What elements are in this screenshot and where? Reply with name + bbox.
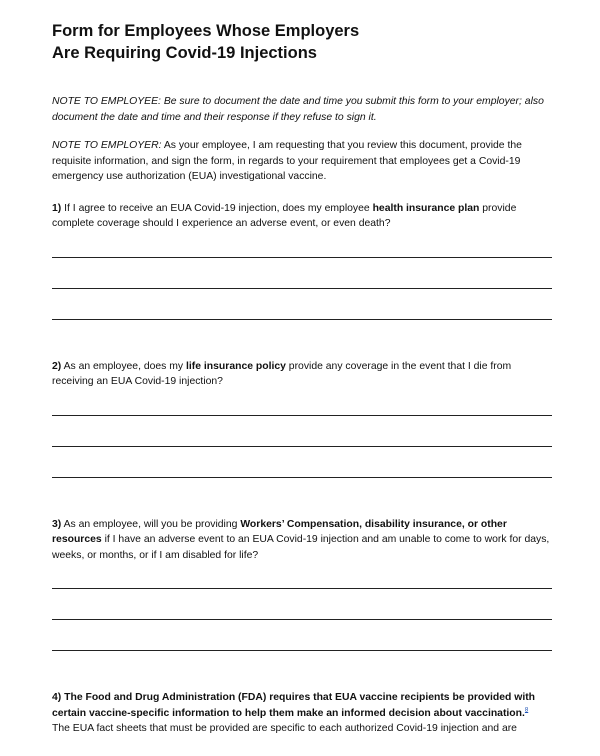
- question-1-text-a: If I agree to receive an EUA Covid-19 injection, does my employee: [61, 202, 373, 214]
- question-2: [52, 359, 552, 390]
- question-3-number: 3): [52, 518, 62, 530]
- question-2-number: 2): [52, 360, 62, 372]
- footnote-link[interactable]: 8: [524, 707, 529, 714]
- form-title-line-1: Form for Employees Whose Employers: [52, 22, 360, 40]
- question-3-text-b: if I have an adverse event to an EUA Covid-19 injection and am unable to come to work for days, weeks, or months, or if I am disabled for life?: [52, 534, 550, 561]
- question-4: [52, 690, 552, 737]
- question-3: [52, 517, 552, 564]
- answer-line[interactable]: [52, 415, 552, 416]
- answer-line[interactable]: [52, 257, 552, 258]
- question-1: [52, 201, 552, 232]
- answer-lines-3: [52, 588, 552, 651]
- form-title: [52, 20, 552, 64]
- form-page: [52, 20, 552, 737]
- answer-line[interactable]: [52, 588, 552, 589]
- question-1-emphasis: health insurance plan: [372, 202, 480, 214]
- answer-line[interactable]: [52, 650, 552, 651]
- answer-line[interactable]: [52, 319, 552, 320]
- note-to-employer-label: NOTE TO EMPLOYER:: [52, 140, 162, 151]
- answer-lines-1: [52, 257, 552, 320]
- question-2-text-a: As an employee, does my: [61, 360, 187, 372]
- answer-line[interactable]: [52, 446, 552, 447]
- question-4-heading: 4) The Food and Drug Administration (FDA) requires that EUA vaccine recipients be provided with certain vaccine-specific information to help them make an informed decision about vaccination: [52, 692, 536, 719]
- question-4-text: The EUA fact sheets that must be provided are specific to each authorized Covid-19 injection and are: [52, 723, 517, 734]
- question-3-emphasis: Workers’ Compensation, disability insurance, or other resources: [52, 518, 507, 545]
- answer-line[interactable]: [52, 477, 552, 478]
- answer-line[interactable]: [52, 288, 552, 289]
- answer-line[interactable]: [52, 619, 552, 620]
- note-to-employer: [52, 138, 552, 185]
- note-to-employee: NOTE TO EMPLOYEE: Be sure to document the date and time you submit this form to your employer; also document the date and time and their response if they refuse to sign it.: [52, 96, 544, 123]
- question-1-text-b: provide complete coverage should I experience an adverse event, or even death?: [52, 202, 517, 229]
- question-4-period: .: [522, 707, 525, 719]
- question-3-text-a: As an employee, will you be providing: [61, 518, 241, 530]
- question-2-emphasis: life insurance policy: [186, 360, 286, 372]
- question-1-number: 1): [52, 202, 62, 214]
- form-title-line-2: Are Requiring Covid-19 Injections: [52, 44, 317, 62]
- answer-lines-2: [52, 415, 552, 478]
- note-to-employer-text: As your employee, I am requesting that you review this document, provide the requisite information, and sign the form, in regards to your requirement that employees get a Covid-19 emergency use authorization (EUA) investigational vaccine.: [52, 140, 522, 182]
- question-2-text-b: provide any coverage in the event that I die from receiving an EUA Covid-19 injection?: [52, 360, 512, 387]
